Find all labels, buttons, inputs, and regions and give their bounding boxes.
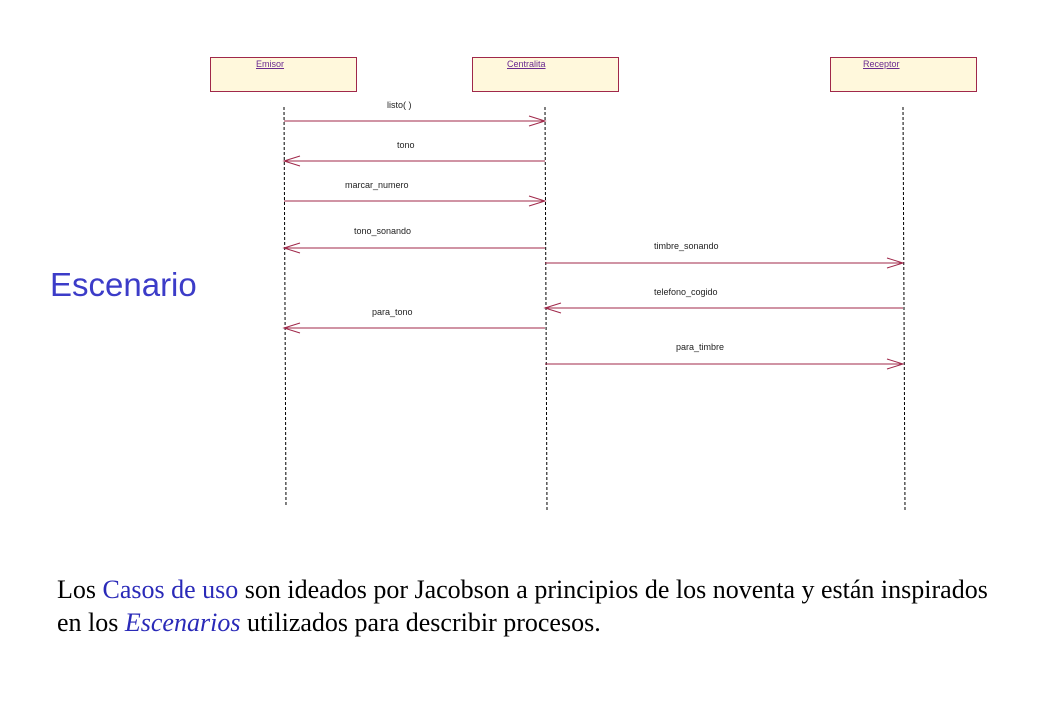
actor-centralita xyxy=(472,57,619,92)
page-heading: Escenario xyxy=(50,266,197,303)
actor-emisor xyxy=(210,57,357,92)
message-label: marcar_numero xyxy=(345,180,409,190)
message-label: listo( ) xyxy=(387,100,412,110)
caption-part: utilizados para describir procesos. xyxy=(240,608,601,637)
message-arrow xyxy=(284,243,545,253)
message-label: timbre_sonando xyxy=(654,241,719,251)
caption-text xyxy=(57,573,1017,639)
lifeline-emisor xyxy=(284,107,286,507)
actor-receptor xyxy=(830,57,977,92)
actor-centralita-label: Centralita xyxy=(507,59,546,69)
caption-part: Los xyxy=(57,575,103,604)
actor-emisor-label: Emisor xyxy=(256,59,285,69)
message-label: para_tono xyxy=(372,307,413,317)
message-label: tono xyxy=(397,140,415,150)
message-arrow xyxy=(284,323,545,333)
message-arrow xyxy=(545,303,903,313)
caption-part: son ideados por Jacobson a principios de los noventa y están inspirados en los xyxy=(57,575,988,637)
message-arrow xyxy=(284,156,545,166)
message-label: telefono_cogido xyxy=(654,287,718,297)
message-arrow xyxy=(545,359,903,369)
message-arrow xyxy=(545,258,903,268)
message-arrow xyxy=(284,116,545,126)
message-label: para_timbre xyxy=(676,342,725,352)
actor-receptor-label: Receptor xyxy=(863,59,900,69)
caption-highlight: Casos de uso xyxy=(102,575,239,604)
message-label: tono_sonando xyxy=(354,226,412,236)
lifeline-receptor xyxy=(903,107,905,510)
caption-highlight: Escenarios xyxy=(124,608,241,637)
message-arrow xyxy=(284,196,545,206)
